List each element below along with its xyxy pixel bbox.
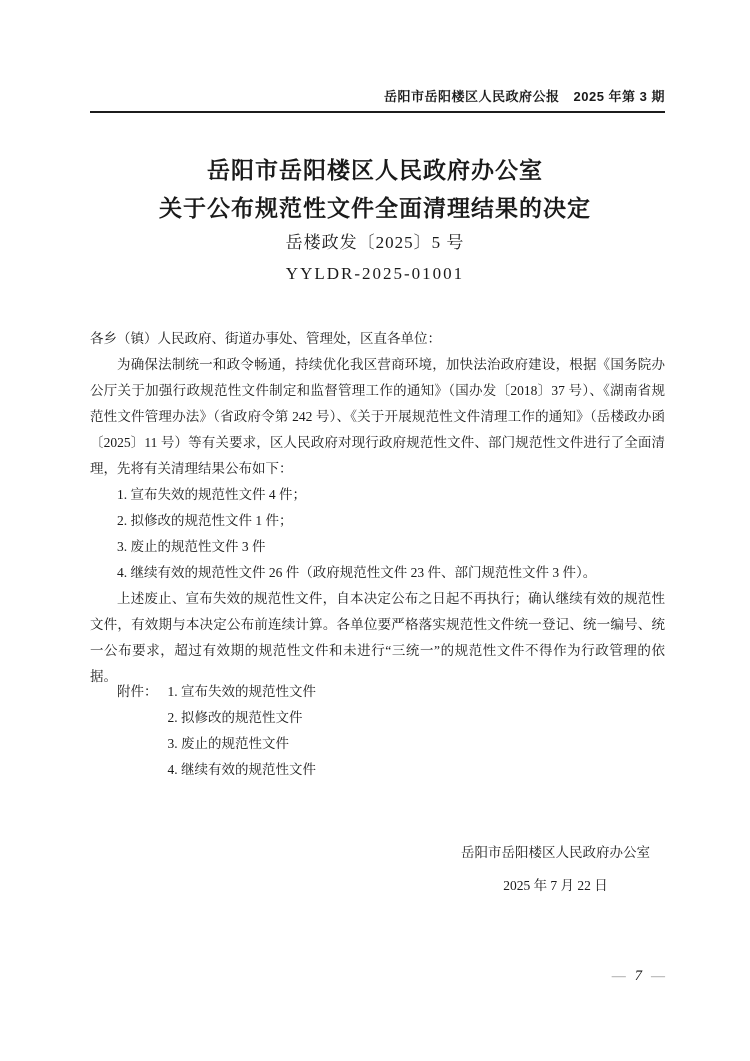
document-number: 岳楼政发〔2025〕5 号: [285, 233, 465, 252]
result-item-1: 1. 宣布失效的规范性文件 4 件；: [117, 487, 306, 502]
page-number-dash-left: —: [611, 968, 626, 984]
page-number-dash-right: —: [651, 968, 665, 984]
signature-block: [461, 844, 650, 894]
attachments-label: 附件：: [117, 684, 158, 699]
salutation: 各乡（镇）人民政府、街道办事处、管理处，区直各单位：: [90, 331, 441, 346]
result-item-2: 2. 拟修改的规范性文件 1 件；: [117, 513, 293, 528]
gazette-title: 岳阳市岳阳楼区人民政府公报: [383, 89, 560, 104]
attachments-list: [168, 679, 317, 783]
document-body: [90, 326, 665, 690]
document-title-line1: 岳阳市岳阳楼区人民政府办公室: [207, 158, 543, 183]
result-item-4: 4. 继续有效的规范性文件 26 件（政府规范性文件 23 件、部门规范性文件 3 件）。: [117, 565, 597, 580]
attachments-block: [90, 679, 316, 783]
attachment-item-1: 1. 宣布失效的规范性文件: [167, 684, 316, 699]
page-number: [612, 968, 665, 985]
attachment-item-4: 4. 继续有效的规范性文件: [167, 762, 316, 777]
result-item-3: 3. 废止的规范性文件 3 件: [117, 539, 266, 554]
document-title-line2: 关于公布规范性文件全面清理结果的决定: [159, 196, 591, 221]
gazette-issue: 2025 年第 3 期: [573, 89, 665, 104]
paragraph-closing: 上述废止、宣布失效的规范性文件，自本决定公布之日起不再执行；确认继续有效的规范性文件，有效期与本决定公布前连续计算。各单位要严格落实规范性文件统一登记、统一编号、统一公布要求，超过有效期的规范性文件和未进行“三统一”的规范性文件不得作为行政管理的依据。: [90, 591, 665, 684]
attachment-item-3: 3. 废止的规范性文件: [167, 736, 289, 751]
document-code: YYLDR-2025-01001: [285, 264, 465, 283]
gazette-header: [90, 86, 665, 113]
signature-office: 岳阳市岳阳楼区人民政府办公室: [461, 845, 650, 860]
attachment-item-2: 2. 拟修改的规范性文件: [167, 710, 303, 725]
paragraph-intro: 为确保法制统一和政令畅通，持续优化我区营商环境，加快法治政府建设，根据《国务院办公厅关于加强行政规范性文件制定和监督管理工作的通知》（国办发〔2018〕37 号）、《湖南省规范性文件管理办法》（省政府令第 242 号）、《关于开展规范性文件清理工作的通知》（岳楼政办函〔2025〕11 号）等有关要求，区人民政府对现行政府规范性文件、部门规范性文件进行了全面清理，先将有关清理结果公布如下：: [90, 357, 665, 476]
signature-date: 2025 年 7 月 22 日: [503, 878, 608, 893]
page-number-value: 7: [634, 968, 642, 984]
